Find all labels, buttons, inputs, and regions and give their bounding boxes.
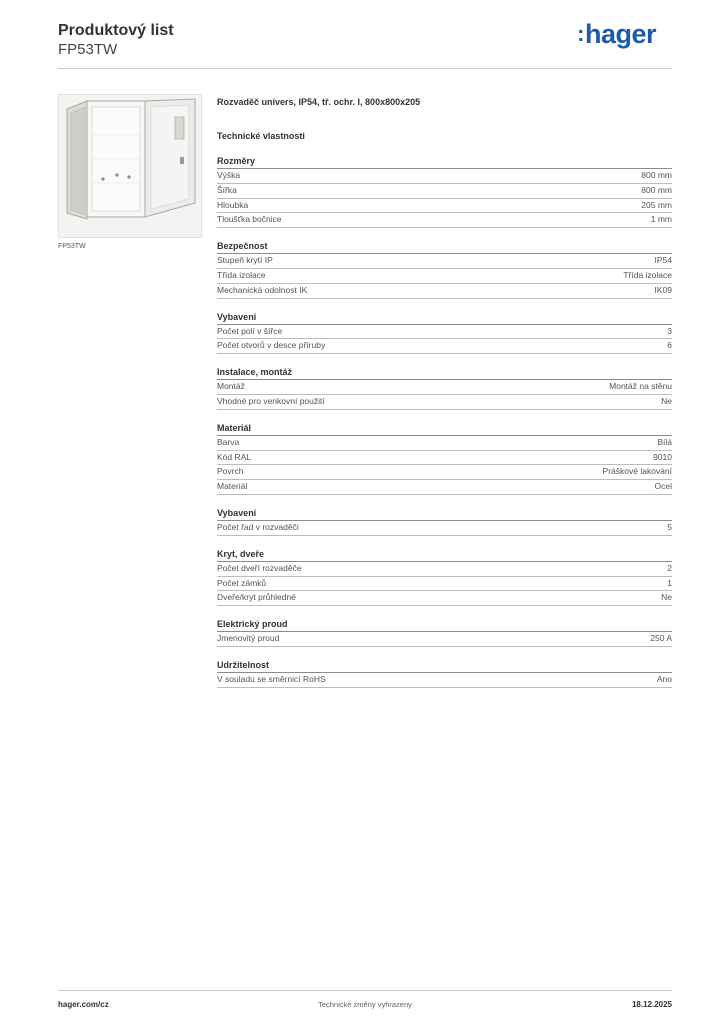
spec-value: Bílá [657, 436, 672, 447]
spec-row [217, 284, 672, 299]
spec-value: Ne [661, 592, 672, 603]
product-description: Rozvaděč univers, IP54, tř. ochr. I, 800x800x205 [217, 97, 421, 107]
spec-label: Montáž [217, 381, 245, 392]
spec-label: V souladu se směrnicí RoHS [217, 673, 326, 684]
image-caption: FP53TW [58, 243, 86, 250]
spec-row [217, 169, 672, 184]
spec-label: Počet zámků [217, 577, 267, 588]
spec-label: Dveře/kryt průhledné [217, 592, 296, 603]
spec-row [217, 436, 672, 451]
spec-value: 250 A [650, 633, 672, 644]
spec-value: 5 [667, 521, 672, 532]
section-sustainability [217, 659, 672, 688]
spec-value: IP54 [654, 255, 672, 266]
spec-row [217, 395, 672, 410]
spec-label: Počet otvorů v desce příruby [217, 340, 326, 351]
spec-value: 3 [667, 325, 672, 336]
spec-row [217, 673, 672, 688]
distribution-cabinet-open-icon [59, 95, 201, 237]
spec-row [217, 325, 672, 340]
spec-label: Vhodné pro venkovní použití [217, 395, 325, 406]
logo-text: hager [584, 19, 656, 49]
spec-label: Barva [217, 436, 240, 447]
spec-row [217, 184, 672, 199]
spec-row [217, 632, 672, 647]
spec-value: Ocel [654, 481, 672, 492]
spec-label: Výška [217, 170, 241, 180]
hager-logo: :hager [577, 19, 656, 49]
section-cover-doors [217, 548, 672, 606]
product-code: FP53TW [58, 41, 118, 58]
spec-value: Montáž na stěnu [609, 381, 672, 392]
section-title: Kryt, dveře [217, 548, 672, 562]
spec-value: Práškové lakování [602, 466, 672, 477]
spec-row [217, 254, 672, 269]
spec-row [217, 213, 672, 228]
section-title: Vybavení [217, 311, 672, 325]
spec-label: Počet řad v rozvaděči [217, 521, 299, 532]
spec-label: Tloušťka bočnice [217, 214, 282, 225]
spec-value: 800 mm [641, 170, 672, 180]
spec-value: Třída izolace [623, 269, 672, 280]
section-material [217, 422, 672, 495]
spec-row [217, 577, 672, 592]
spec-value: Ne [661, 395, 672, 406]
spec-value: Ano [656, 673, 672, 684]
section-dimensions [217, 155, 672, 228]
product-image [58, 94, 202, 238]
spec-row [217, 480, 672, 495]
section-equipment [217, 311, 672, 355]
spec-label: Mechanická odolnost IK [217, 284, 308, 295]
spec-value: 9010 [653, 451, 672, 462]
section-title: Instalace, montáž [217, 366, 672, 380]
product-details [217, 96, 672, 688]
spec-value: IK09 [654, 284, 672, 295]
footer-notice: Technické změny vyhrazeny [318, 1000, 412, 1009]
section-title: Bezpečnost [217, 240, 672, 254]
spec-row [217, 269, 672, 284]
spec-label: Šířka [217, 184, 237, 195]
spec-row [217, 339, 672, 354]
section-installation [217, 366, 672, 410]
page-header [58, 19, 672, 69]
spec-row [217, 521, 672, 536]
spec-value: 2 [667, 562, 672, 573]
spec-label: Kód RAL [217, 451, 252, 462]
spec-label: Třída izolace [217, 269, 266, 280]
spec-label: Jmenovitý proud [217, 633, 280, 644]
section-electric-current [217, 618, 672, 647]
spec-value: 800 mm [641, 184, 672, 195]
section-safety [217, 240, 672, 298]
spec-row [217, 562, 672, 577]
spec-row [217, 451, 672, 466]
spec-label: Počet polí v šířce [217, 325, 283, 336]
spec-row [217, 199, 672, 214]
section-title: Elektrický proud [217, 618, 672, 632]
spec-value: 6 [667, 340, 672, 351]
page-footer [58, 990, 672, 1015]
section-title: Materiál [217, 422, 672, 436]
spec-label: Materiál [217, 481, 248, 492]
spec-row [217, 465, 672, 480]
footer-website[interactable]: hager.com/cz [58, 1000, 109, 1009]
spec-row [217, 380, 672, 395]
section-title: Vybavení [217, 507, 672, 521]
spec-label: Povrch [217, 466, 244, 477]
spec-label: Počet dveří rozvaděče [217, 562, 302, 573]
document-title: Produktový list [58, 22, 174, 39]
technical-properties-title: Technické vlastnosti [217, 131, 305, 141]
spec-value: 1 [667, 577, 672, 588]
spec-value: 1 mm [650, 214, 672, 225]
spec-value: 205 mm [641, 199, 672, 210]
section-equipment-rows [217, 507, 672, 536]
section-title: Rozměry [217, 155, 672, 169]
section-title: Udržitelnost [217, 659, 672, 673]
spec-row [217, 591, 672, 606]
footer-date: 18.12.2025 [631, 1000, 672, 1009]
spec-label: Hloubka [217, 199, 249, 210]
spec-label: Stupeň krytí IP [217, 255, 273, 266]
